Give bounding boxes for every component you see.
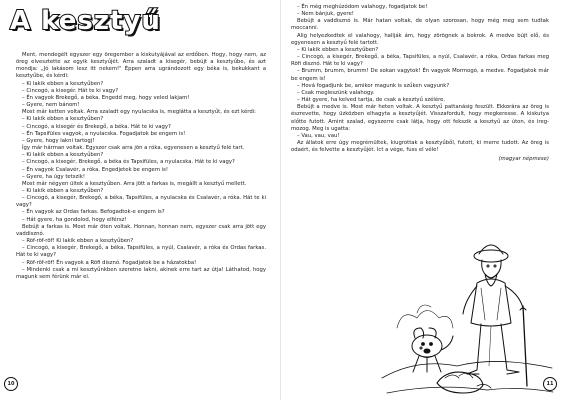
story-paragraph: – Hová fogadjunk be, amikor magunk is szűken vagyunk?	[297, 82, 450, 89]
story-paragraph: Az állatok erre úgy megrémültek, kiugrottak a kesztyűből, futott, ki merre tudott. Az öreg is odaért, és felvette a kesztyűjét. Ict a vége, fuss el véle!	[291, 139, 549, 154]
story-paragraph: – Nem bánjuk, gyere!	[297, 11, 354, 18]
story-paragraph: Bebújt a vaddisznó is. Már hatan voltak, de olyan szorosan, hogy még meg sem tudtak moccanni.	[291, 18, 549, 32]
story-paragraph: Alig helyezkedtek el valahogy, hallják ám, hogy zörögnek a bokrok. A medve bújt elő, és egyenesen a kesztyű felé tartott.	[291, 32, 549, 46]
page-number-left: 10	[4, 377, 18, 391]
story-paragraph: – Gyere, hogy lakni tartogj!	[22, 137, 95, 144]
story-paragraph: – Én vagyok az Ordas farkas. Befogadtok-e engem is?	[22, 209, 165, 216]
story-paragraph: – Csak megleszünk valahogy.	[297, 89, 375, 96]
story-paragraph: – Cincogó, a kisegér és Brekegő, a béka. Hát te ki vagy?	[22, 123, 171, 130]
story-paragraph: – Én még meghúzódom valahogy, fogadjatok be!	[297, 4, 428, 10]
story-paragraph: Bebújt a farkas is. Most már öten voltak. Honnan, honnan nem, egyszer csak arra jött egy vaddisznó.	[16, 223, 266, 237]
story-paragraph: Bebújt a medve is. Most már heten voltak. A kesztyű pattanásig feszült. Ekkorára az öreg is észrevette, hogy üzközben elhagyta a kesztyűjét. Visszafordult, hogy megkeresse. A kiskutya előtte futott. Amint szalad, egyszerre csak látja, hogy ott fekszik a kesztyű az úton, és ireg-mozog. Meg is ugatta:	[291, 104, 549, 132]
story-paragraph: Most már négyen ültek a kesztyűben. Arra jött a farkas is, megállt a kesztyű mellett.	[22, 180, 247, 187]
story-paragraph: – Ki lakik ebben a kesztyűben?	[22, 116, 104, 123]
story-paragraph: – Vau, vau, vau!	[297, 132, 340, 139]
story-paragraph: – Én vagyok Brekegő, a béka. Engedd meg, hogy veled lakjam!	[22, 94, 190, 101]
story-paragraph: – Brumm, brumm, brumm! De sokan vagytok! Én vagyok Mormogó, a medve. Fogadjatok már be engem is!	[291, 68, 549, 82]
page-number-right: 11	[543, 377, 557, 391]
story-paragraph: – Ki lakik ebben a kesztyűben?	[22, 187, 104, 194]
story-paragraph: Így már hárman voltak. Egyszer csak arra jön a róka, egyenesen a kesztyű felé tart.	[22, 145, 245, 152]
right-text-column	[291, 4, 549, 163]
old-man-and-dog-illustration	[377, 228, 555, 398]
story-paragraph: – Hát gyere, ha gondolod, hogy elférsz!	[22, 216, 127, 223]
story-paragraph: – Röf-röf-röf! Én vagyok a Röfi disznó. Fogadjatok be a házatokba!	[22, 259, 197, 266]
story-paragraph: – Cincogó, a kisegér, Brekegő, a béka, Tapsifüles, a nyúl, Csalavér, a róka és Ordas farkas. Hát te ki vagy?	[16, 245, 266, 259]
story-paragraph: – Én Tapsifüles vagyok, a nyulacska. Fogadjatok be engem is!	[22, 130, 186, 137]
story-paragraph: – Gyere, nem bánom!	[22, 102, 80, 109]
story-paragraph: – Mindenki csak a mi kesztyűnkben szeretne lakni, akinek erre tart az útja! Láthatod, hogy magunk sem férünk már el.	[16, 266, 266, 280]
story-paragraph: – Hát gyere, ha kelved tartja, de csak a kesztyű szélére.	[297, 97, 446, 104]
story-paragraph: Ment, mendegélt egyszer egy öregember a kiskutyájával az erdőben. Hogy, hogy nem, az öreg elvesztette az egyik kesztyűjét. Arra szaladt a kisegér, bebújt a kesztyűbe, és azt mondja: „Jó lakásom lesz itt nekem!" Éppen arra ugrándozott egy béka is, bekukkant a kesztyűbe, és kérdi:	[16, 52, 266, 80]
story-paragraph: – Gyere, ha úgy tetszik!	[22, 173, 85, 180]
story-paragraph: – Ki lakik ebben a kesztyűben?	[22, 152, 104, 159]
left-text-column	[16, 52, 266, 281]
story-paragraph: – Ki lakik ebben a kesztyűben?	[22, 80, 104, 87]
story-paragraph: – Ki lakik ebben a kesztyűben?	[297, 46, 379, 53]
story-paragraph: – Cincogó, a kisegér, Brekegő, a béka és Tapsifüles, a nyulacska. Hát te ki vagy?	[22, 159, 235, 166]
story-title: A kesztyű	[10, 6, 161, 36]
right-page	[281, 0, 562, 400]
story-paragraph: – Cincogó, a kisegér. Hát te ki vagy?	[22, 87, 119, 94]
story-paragraph: – Röf-röf-röf! Ki lakik ebben a kesztyűben?	[22, 238, 134, 245]
story-paragraph: – Én vagyok Csalavér, a róka. Engedjetek be engem is!	[22, 166, 169, 173]
story-paragraph: – Cincogó, a kisegér, Brekegő, a béka, Tapsifüles, a nyúl, Csalavér, a róka, Ordas farkas meg Röfi disznó. Hát te ki vagy?	[291, 54, 549, 68]
story-paragraph: – Cincogó, a kisegér, Brekegő, a béka, Tapsifüles, a nyulacska és Csalavér, a róka. Hát te ki vagy?	[16, 195, 266, 209]
story-source: (magyar népmese)	[498, 156, 549, 163]
story-paragraph: Most már ketten voltak. Arra szaladt egy nyulacska is, meglátta a kesztyűt, és ezt kérdi:	[22, 109, 256, 116]
